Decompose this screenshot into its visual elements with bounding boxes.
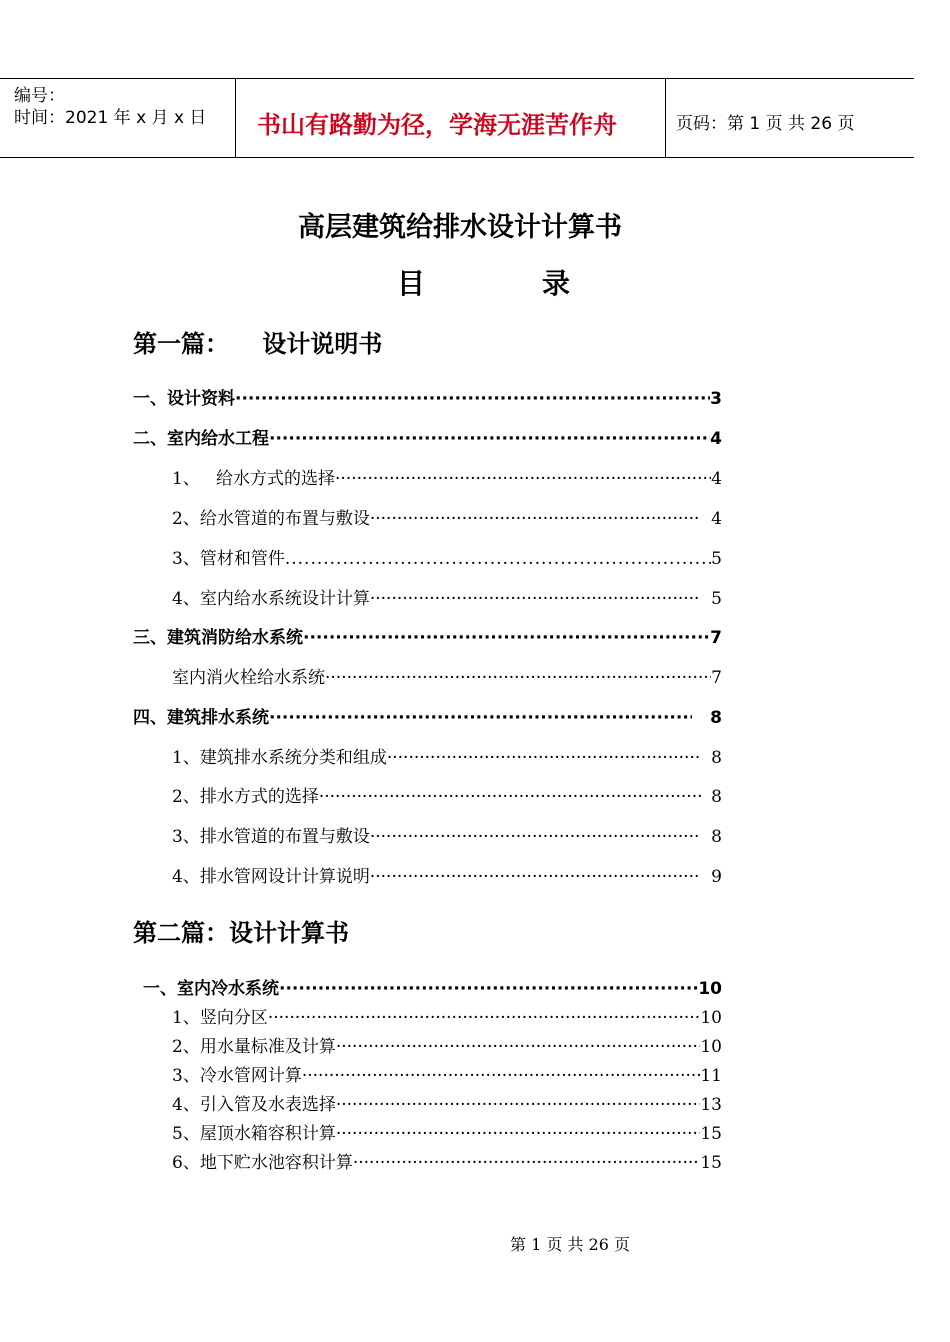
toc-entry-text: 二、室内给水工程 <box>133 429 269 449</box>
toc-entry-page: 8 <box>711 748 722 768</box>
page-header <box>0 78 914 158</box>
toc-entry[interactable] <box>133 384 722 409</box>
part-2-title: 第二篇：设计计算书 <box>133 919 349 947</box>
toc-entry[interactable] <box>133 623 722 648</box>
toc-leader-dots <box>325 668 711 688</box>
toc-entry[interactable] <box>172 1003 722 1028</box>
toc-entry-page: 8 <box>711 827 722 847</box>
toc-leader-dots <box>387 748 701 768</box>
toc-leader-dots <box>285 549 711 569</box>
toc-leader-dots <box>336 1095 701 1115</box>
toc-leader-dots <box>268 1008 701 1028</box>
toc-entry-text: 6、地下贮水池容积计算 <box>172 1153 353 1173</box>
toc-leader-dots <box>269 429 710 449</box>
toc-entry-text: 三、建筑消防给水系统 <box>133 628 303 648</box>
toc-leader-dots <box>370 589 701 609</box>
toc-entry[interactable] <box>172 464 722 489</box>
toc-leader-dots <box>335 469 711 489</box>
toc-entry[interactable] <box>172 504 722 529</box>
document-number-label: 编号： <box>14 86 65 106</box>
document-title: 高层建筑给排水设计计算书 <box>298 212 622 243</box>
toc-entry-text: 5、屋顶水箱容积计算 <box>172 1124 336 1144</box>
toc-entry-text: 四、建筑排水系统 <box>133 708 269 728</box>
toc-entry-page: 7 <box>711 668 722 688</box>
toc-leader-dots <box>336 1037 701 1057</box>
toc-entry[interactable] <box>172 1090 722 1115</box>
toc-leader-dots <box>370 827 701 847</box>
toc-entry-page: 4 <box>710 429 722 449</box>
toc-entry-page: 8 <box>711 787 722 807</box>
toc-leader-dots <box>370 509 701 529</box>
toc-entry-page: 7 <box>710 628 722 648</box>
toc-entry-page: 9 <box>711 867 722 887</box>
toc-leader-dots <box>303 628 710 648</box>
toc-entry-page: 4 <box>711 509 722 529</box>
toc-entry-page: 4 <box>711 469 722 489</box>
toc-entry-text: 3、排水管道的布置与敷设 <box>172 827 370 847</box>
toc-leader-dots <box>353 1153 701 1173</box>
toc-entry-page: 10 <box>700 1037 722 1057</box>
toc-leader-dots <box>302 1066 701 1086</box>
toc-leader-dots <box>336 1124 701 1144</box>
toc-entry-text: 1、建筑排水系统分类和组成 <box>172 748 387 768</box>
toc-leader-dots <box>319 787 701 807</box>
toc-entry-page: 5 <box>711 589 722 609</box>
header-middle-cell <box>235 79 666 157</box>
toc-entry-text: 4、排水管网设计计算说明 <box>172 867 370 887</box>
toc-entry-text: 4、室内给水系统设计计算 <box>172 589 370 609</box>
header-right-cell <box>666 79 914 157</box>
toc-entry[interactable] <box>172 1032 722 1057</box>
page-footer: 第 1 页 共 26 页 <box>510 1235 630 1254</box>
toc-entry-text: 2、排水方式的选择 <box>172 787 319 807</box>
header-left-cell <box>0 79 236 157</box>
toc-entry-text: 1、 给水方式的选择 <box>172 469 336 489</box>
toc-entry-text: 4、引入管及水表选择 <box>172 1095 336 1115</box>
toc-entry-text: 1、竖向分区 <box>172 1008 268 1028</box>
toc-entry[interactable] <box>133 424 722 449</box>
header-motto: 书山有路勤为径，学海无涯苦作舟 <box>257 111 617 139</box>
header-page-label: 页码：第 1 页 共 26 页 <box>676 114 855 134</box>
toc-entry-text: 2、用水量标准及计算 <box>172 1037 336 1057</box>
toc-entry[interactable] <box>172 1148 722 1173</box>
toc-entry[interactable] <box>172 822 722 847</box>
toc-leader-dots <box>279 979 698 999</box>
toc-entry[interactable] <box>133 703 722 728</box>
part-1-title: 第一篇： 设计说明书 <box>133 330 383 358</box>
toc-entry-text: 室内消火栓给水系统 <box>172 668 325 688</box>
toc-entry[interactable] <box>172 862 722 887</box>
toc-entry-page: 13 <box>700 1095 722 1115</box>
toc-heading-char-1: 目 <box>397 267 426 300</box>
toc-entry-text: 3、管材和管件 <box>172 549 285 569</box>
toc-entry-page: 10 <box>698 979 722 999</box>
toc-entry[interactable] <box>172 1061 722 1086</box>
toc-entry-text: 一、设计资料 <box>133 389 235 409</box>
toc-entry[interactable] <box>172 663 722 688</box>
toc-entry[interactable] <box>172 584 722 609</box>
toc-entry[interactable] <box>172 782 722 807</box>
toc-entry-page: 8 <box>710 708 722 728</box>
toc-heading-char-2: 录 <box>542 267 571 300</box>
toc-entry-text: 2、给水管道的布置与敷设 <box>172 509 370 529</box>
toc-leader-dots <box>235 389 710 409</box>
toc-entry[interactable] <box>172 1119 722 1144</box>
toc-entry-text: 一、室内冷水系统 <box>143 979 279 999</box>
toc-entry[interactable] <box>143 974 722 999</box>
toc-entry-page: 10 <box>700 1008 722 1028</box>
toc-entry[interactable] <box>172 743 722 768</box>
toc-entry-page: 5 <box>711 549 722 569</box>
toc-leader-dots <box>370 867 701 887</box>
toc-entry-page: 11 <box>700 1066 722 1086</box>
document-time-label: 时间：2021 年 x 月 x 日 <box>14 108 207 128</box>
toc-entry-page: 3 <box>710 389 722 409</box>
toc-entry[interactable] <box>172 544 722 569</box>
toc-entry-page: 15 <box>700 1124 722 1144</box>
toc-leader-dots <box>269 708 692 728</box>
toc-entry-page: 15 <box>700 1153 722 1173</box>
toc-entry-text: 3、冷水管网计算 <box>172 1066 302 1086</box>
